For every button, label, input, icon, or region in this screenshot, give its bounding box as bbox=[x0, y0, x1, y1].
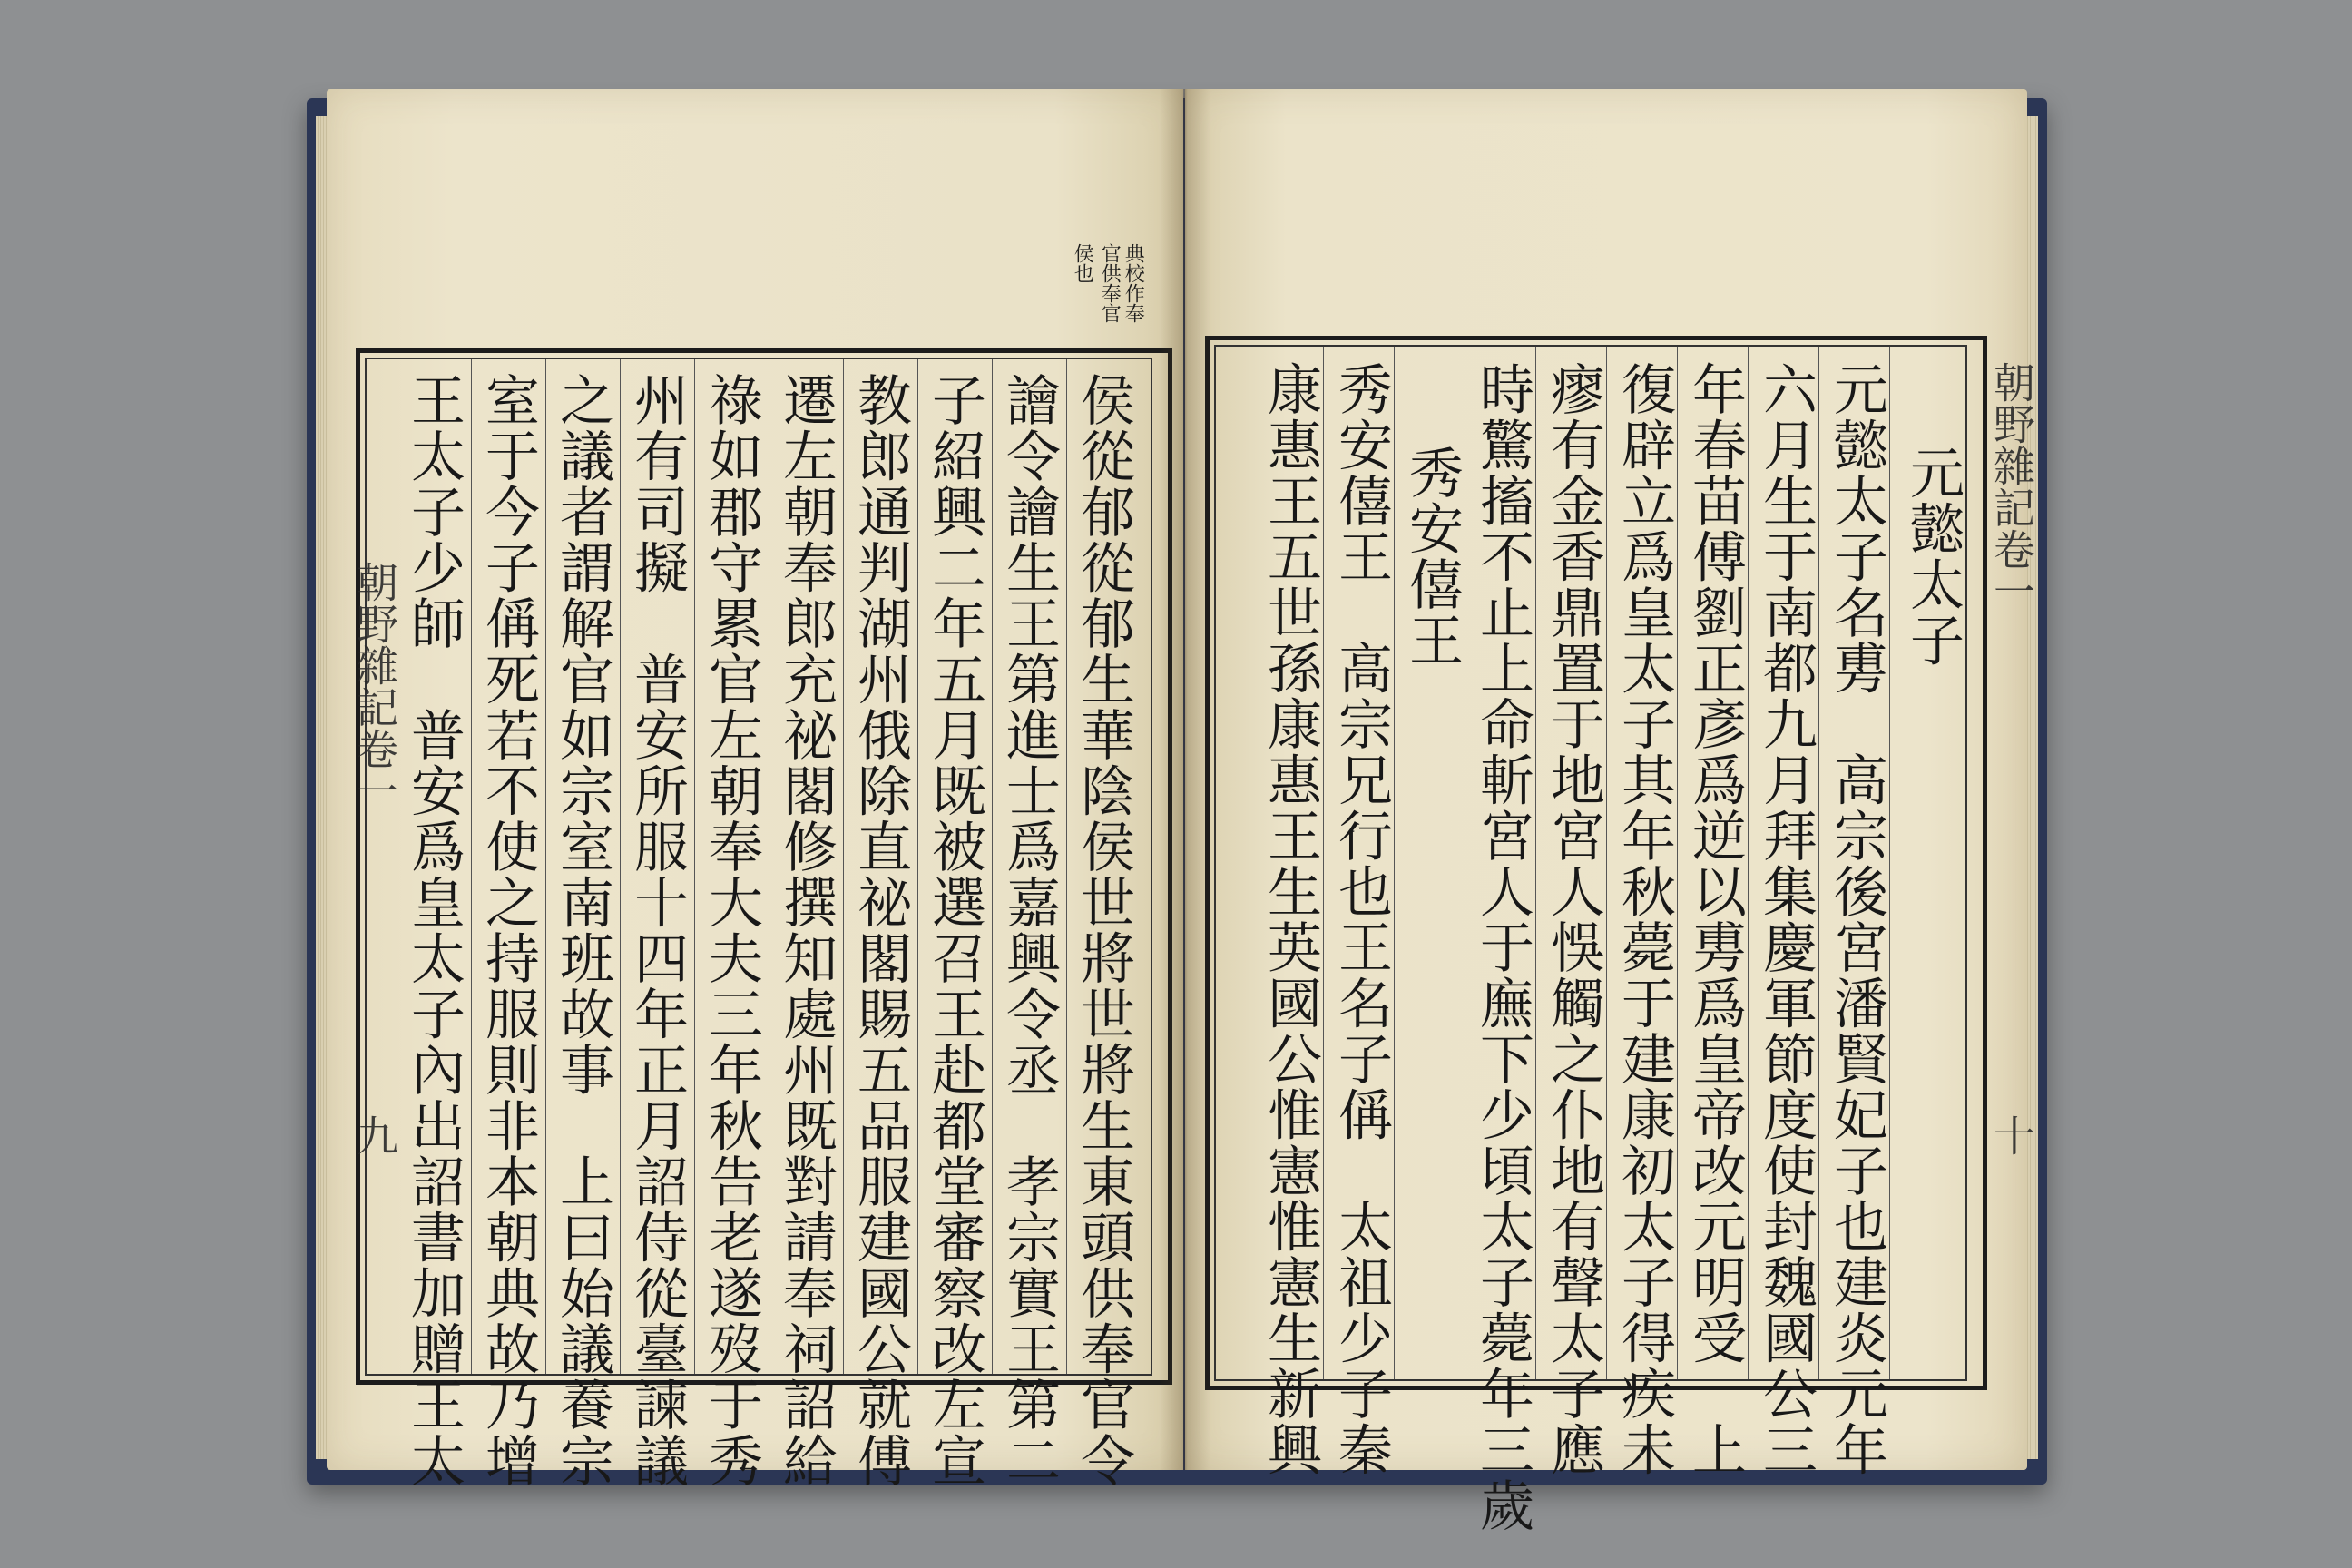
page-edges-right bbox=[2025, 116, 2038, 1459]
column-rule bbox=[545, 359, 546, 1374]
text-column-5: 遷左朝奉郎充祕閣修撰知處州既對請奉祠詔給 bbox=[774, 372, 838, 1488]
column-rule bbox=[1606, 347, 1607, 1379]
margin-title: 朝野雜記卷一 bbox=[1987, 361, 2036, 612]
column-rule bbox=[1535, 347, 1536, 1379]
text-column-4: 年春苗傅劉正彥爲逆以旉爲皇帝改元明受 上 bbox=[1683, 361, 1747, 1477]
right-page bbox=[1185, 89, 2036, 1534]
column-rule bbox=[694, 359, 695, 1374]
header-note-3: 侯也 bbox=[1071, 243, 1094, 283]
text-column-4: 教郎通判湖州俄除直祕閣賜五品服建國公就傅 bbox=[848, 372, 912, 1488]
text-column-9: 室于今子偁死若不使之持服則非本朝典故乃增 bbox=[476, 372, 540, 1488]
column-rule bbox=[992, 359, 993, 1374]
text-column-10: 康惠王五世孫康惠王生英國公惟憲惟憲生新興 bbox=[1259, 361, 1322, 1477]
text-column-6: 祿如郡守累官左朝奉大夫三年秋告老遂歿于秀 bbox=[700, 372, 763, 1488]
text-column-5: 復辟立爲皇太子其年秋薨于建康初太子得疾未 bbox=[1612, 361, 1676, 1477]
text-column-10: 王太子少師 普安爲皇太子內出詔書加贈王太 bbox=[402, 372, 466, 1488]
open-book bbox=[307, 89, 2047, 1534]
column-rule bbox=[843, 359, 844, 1374]
section-heading: 元懿太子 bbox=[1901, 445, 1965, 668]
section-heading: 秀安僖王 bbox=[1400, 445, 1464, 668]
column-rule bbox=[1677, 347, 1678, 1379]
page-number: 九 bbox=[350, 1114, 399, 1156]
text-column-7: 州有司擬 普安所服十四年正月詔侍從臺諫議 bbox=[625, 372, 689, 1488]
column-rule bbox=[620, 359, 621, 1374]
text-column-3: 子紹興二年五月既被選召王赴都堂審察改左宣 bbox=[923, 372, 986, 1488]
column-rule bbox=[471, 359, 472, 1374]
text-column-2: 元懿太子名旉 高宗後宮潘賢妃子也建炎元年 bbox=[1825, 361, 1888, 1477]
book-gutter bbox=[1160, 89, 1210, 1470]
text-column-1: 侯從郁從郁生華陰侯世將世將生東頭供奉官令 bbox=[1072, 372, 1135, 1488]
left-page bbox=[327, 89, 1183, 1488]
page-number: 十 bbox=[1987, 1114, 2036, 1156]
header-note-2: 官供奉官 bbox=[1098, 243, 1122, 323]
text-column-3: 六月生于南都九月拜集慶軍節度使封魏國公三 bbox=[1754, 361, 1818, 1477]
column-rule bbox=[1323, 347, 1324, 1379]
text-column-2: 譮令譮生王第進士爲嘉興令丞 孝宗實王第二 bbox=[997, 372, 1061, 1488]
text-column-8: 之議者謂解官如宗室南班故事 上曰始議養宗 bbox=[551, 372, 614, 1488]
column-rule bbox=[1066, 359, 1067, 1374]
column-rule bbox=[917, 359, 918, 1374]
text-column-9: 秀安僖王 高宗兄行也王名子偁 太祖少子秦 bbox=[1329, 361, 1393, 1477]
header-note-1: 典校作奉 bbox=[1122, 243, 1145, 323]
text-column-6: 瘳有金香鼎置于地宮人悞觸之仆地有聲太子應 bbox=[1542, 361, 1605, 1477]
column-rule bbox=[1889, 347, 1890, 1379]
margin-title: 朝野雜記卷一 bbox=[350, 561, 399, 811]
text-column-7: 時驚搐不止上命斬宮人于廡下少頃太子薨年三歲 bbox=[1471, 361, 1534, 1534]
column-rule bbox=[1818, 347, 1819, 1379]
column-rule bbox=[1394, 347, 1395, 1379]
column-rule bbox=[1748, 347, 1749, 1379]
